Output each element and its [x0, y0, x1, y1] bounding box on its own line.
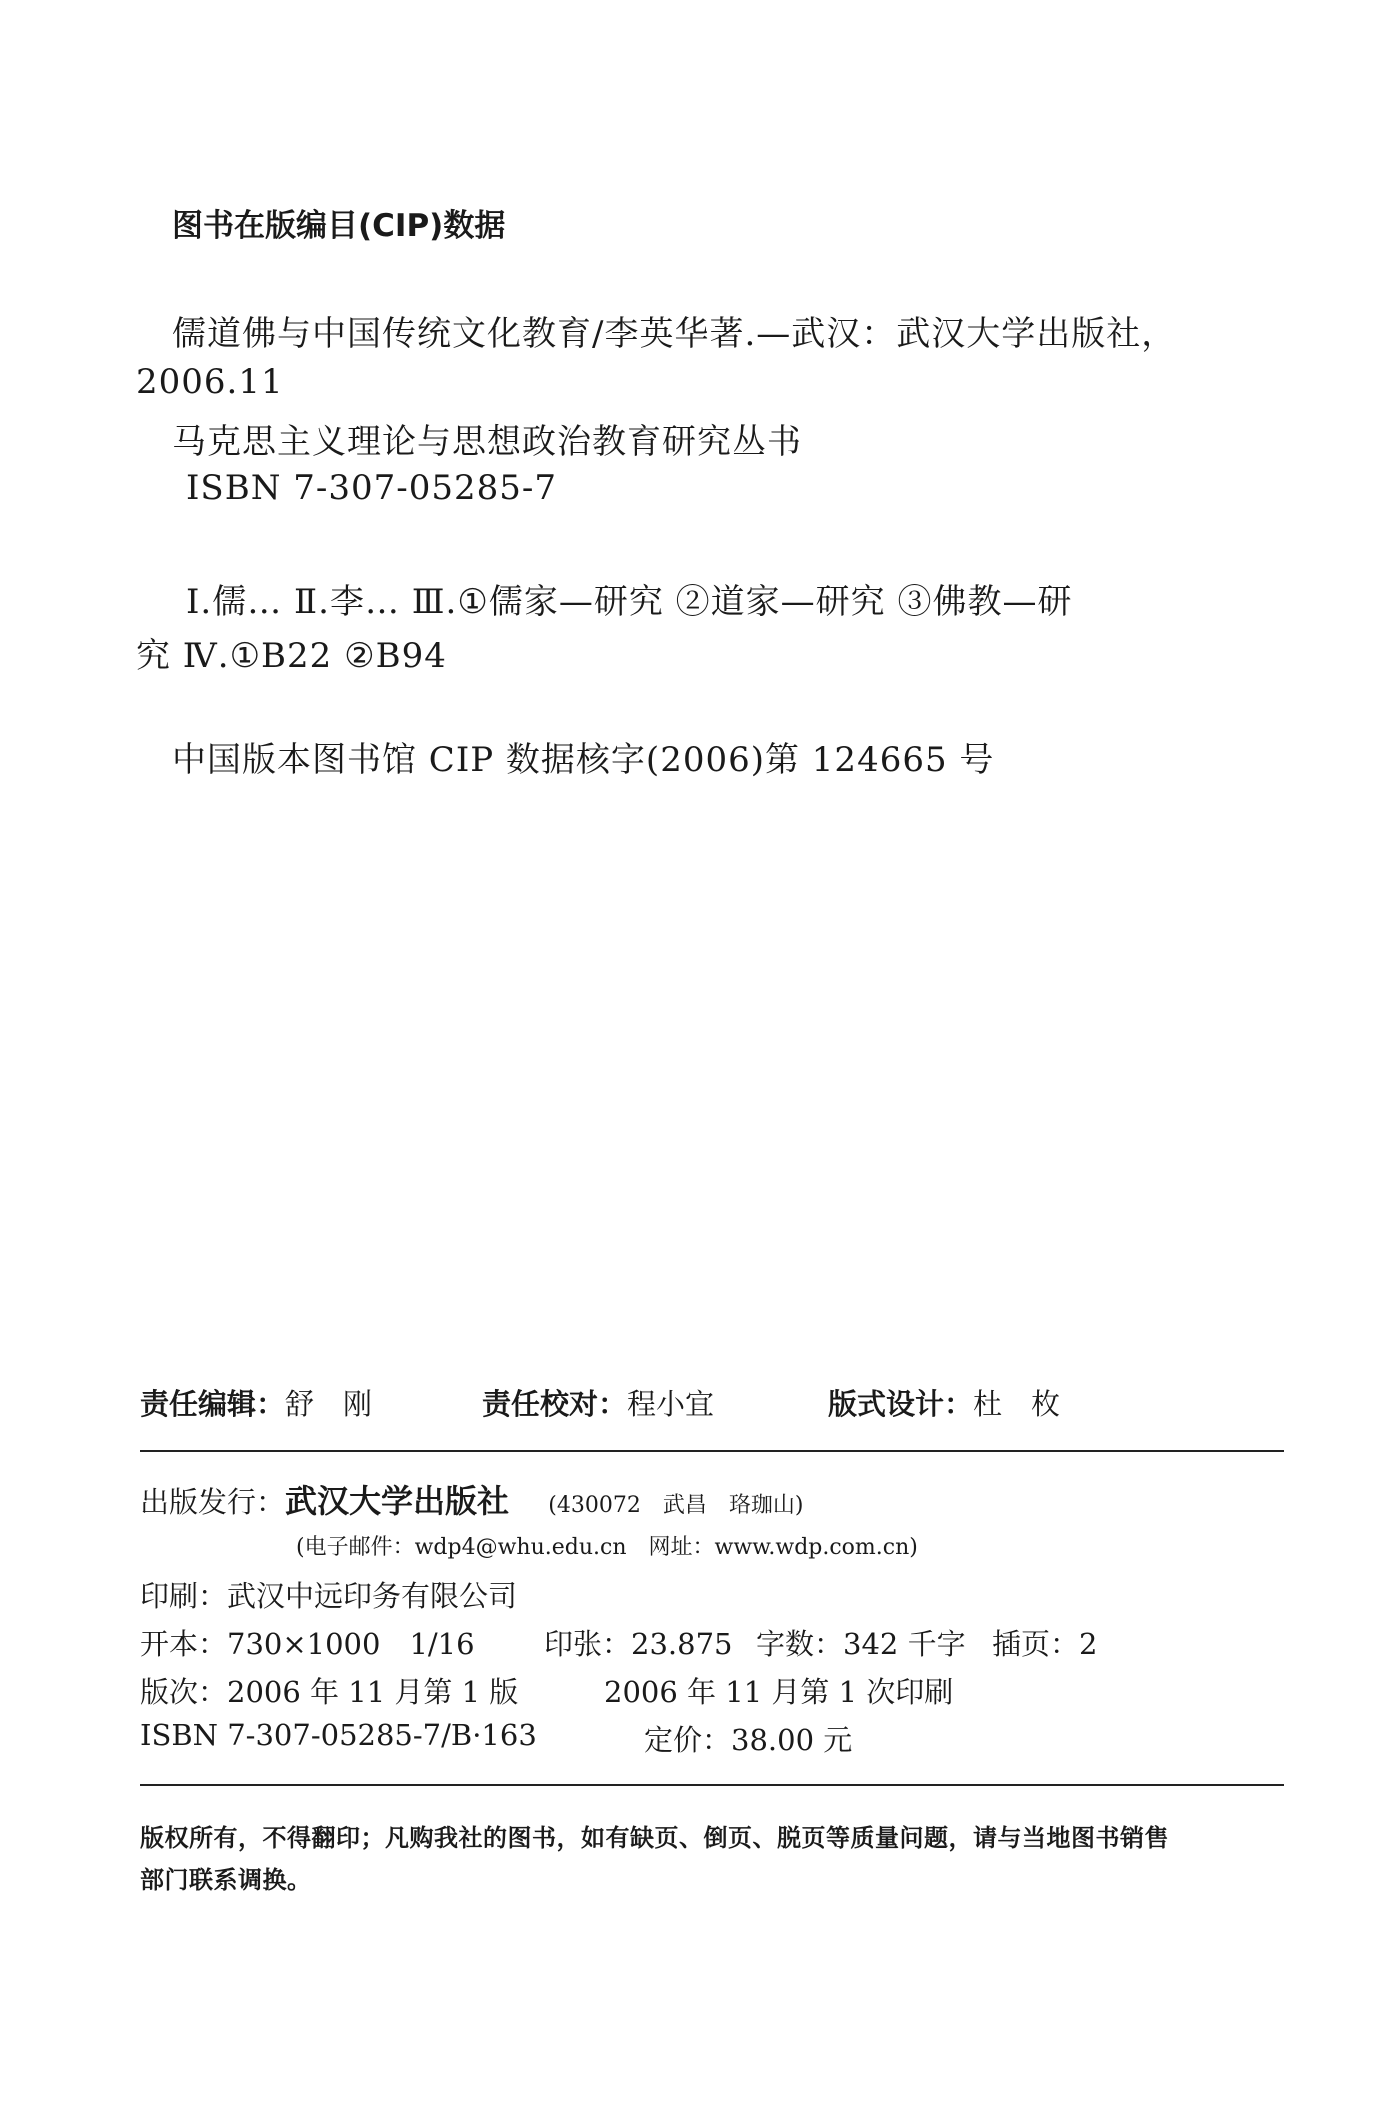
proofreader-label: 责任校对：: [482, 1387, 628, 1421]
cip-title-line: 儒道佛与中国传统文化教育/李英华著.—武汉：武汉大学出版社，: [172, 314, 1177, 354]
word-count: 字数：342 千字: [756, 1627, 966, 1661]
copyright-notice-line2: 部门联系调换。: [140, 1866, 312, 1894]
publisher-label: 出版发行：: [140, 1485, 286, 1519]
proofreader-credit: [482, 1382, 714, 1423]
proofreader-name: 程小宜: [627, 1387, 715, 1421]
cip-isbn: ISBN 7-307-05285-7: [186, 468, 558, 508]
publisher-contact: (电子邮件：wdp4@whu.edu.cn 网址：www.wdp.com.cn): [296, 1535, 918, 1560]
cip-date-line: 2006.11: [136, 362, 284, 402]
publisher-line: [140, 1476, 803, 1522]
publisher-name: 武汉大学出版社: [285, 1482, 510, 1520]
editor-name: 舒 刚: [285, 1387, 373, 1421]
price: 定价：38.00 元: [644, 1723, 853, 1757]
format: 开本：730×1000 1/16: [140, 1627, 475, 1661]
designer-credit: [828, 1382, 1060, 1423]
designer-label: 版式设计：: [828, 1387, 974, 1421]
cip-subjects-line2: 究 Ⅳ.①B22 ②B94: [136, 636, 447, 676]
plates: 插页：2: [992, 1627, 1098, 1661]
impression: 2006 年 11 月第 1 次印刷: [604, 1675, 954, 1709]
editor-credit: [140, 1382, 372, 1423]
copyright-notice-line1: 版权所有，不得翻印；凡购我社的图书，如有缺页、倒页、脱页等质量问题，请与当地图书销售: [140, 1824, 1169, 1852]
sheets: 印张：23.875: [544, 1627, 733, 1661]
publisher-address: (430072 武昌 珞珈山): [548, 1493, 804, 1518]
edition: 版次：2006 年 11 月第 1 版: [140, 1675, 519, 1709]
full-isbn: ISBN 7-307-05285-7/B·163: [140, 1718, 537, 1752]
cip-series: 马克思主义理论与思想政治教育研究丛书: [172, 422, 802, 462]
printer: 印刷：武汉中远印务有限公司: [140, 1579, 518, 1613]
divider-bottom: [140, 1784, 1284, 1786]
designer-name: 杜 枚: [973, 1387, 1061, 1421]
divider-top: [140, 1450, 1284, 1452]
cip-verification: 中国版本图书馆 CIP 数据核字(2006)第 124665 号: [172, 740, 995, 780]
cip-heading: 图书在版编目(CIP)数据: [172, 208, 506, 244]
cip-subjects-line1: Ⅰ.儒… Ⅱ.李… Ⅲ.①儒家—研究 ②道家—研究 ③佛教—研: [186, 582, 1073, 622]
editor-label: 责任编辑：: [140, 1387, 286, 1421]
